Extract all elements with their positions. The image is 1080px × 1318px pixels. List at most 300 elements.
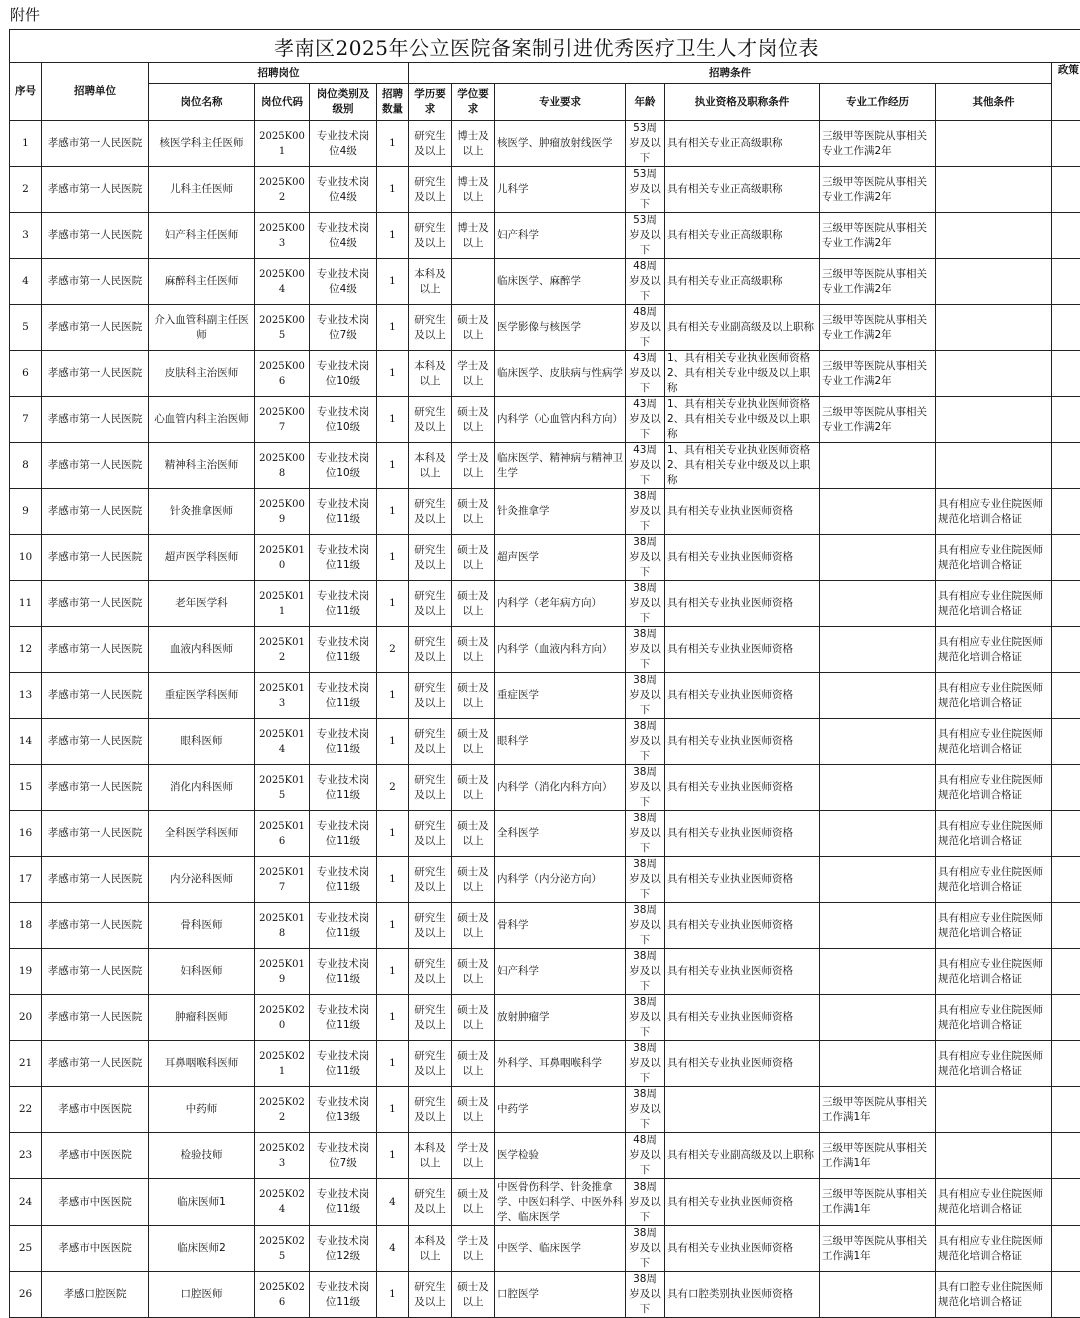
degree-cell bbox=[452, 259, 495, 305]
degree-cell: 硕士及以上 bbox=[452, 673, 495, 719]
position-type-cell: 专业技术岗位12级 bbox=[310, 1226, 377, 1272]
qualification-cell: 1、具有相关专业执业医师资格 2、具有相关专业中级及以上职称 bbox=[665, 397, 820, 443]
policy-cell bbox=[1052, 397, 1080, 443]
unit-cell: 孝感市第一人民医院 bbox=[42, 765, 149, 811]
education-cell: 研究生及以上 bbox=[409, 1087, 452, 1133]
degree-cell: 博士及以上 bbox=[452, 121, 495, 167]
other-cell bbox=[936, 259, 1052, 305]
experience-cell bbox=[820, 857, 936, 903]
age-cell: 38周岁及以下 bbox=[626, 1179, 665, 1226]
position-name-cell: 皮肤科主治医师 bbox=[149, 351, 255, 397]
position-type-cell: 专业技术岗位11级 bbox=[310, 1041, 377, 1087]
position-name-cell: 眼科医师 bbox=[149, 719, 255, 765]
position-code-cell: 2025K024 bbox=[255, 1179, 310, 1226]
count-cell: 1 bbox=[377, 259, 409, 305]
position-name-cell: 心血管内科主治医师 bbox=[149, 397, 255, 443]
age-cell: 38周岁及以下 bbox=[626, 857, 665, 903]
education-cell: 研究生及以上 bbox=[409, 857, 452, 903]
major-cell: 口腔医学 bbox=[495, 1272, 626, 1318]
age-cell: 38周岁及以下 bbox=[626, 765, 665, 811]
degree-cell: 硕士及以上 bbox=[452, 903, 495, 949]
seq-cell: 5 bbox=[10, 305, 42, 351]
header-group-conditions: 招聘条件 bbox=[409, 63, 1052, 84]
major-cell: 内科学（老年病方向） bbox=[495, 581, 626, 627]
degree-cell: 硕士及以上 bbox=[452, 995, 495, 1041]
position-type-cell: 专业技术岗位4级 bbox=[310, 259, 377, 305]
header-position-code: 岗位代码 bbox=[255, 84, 310, 121]
major-cell: 内科学（血液内科方向） bbox=[495, 627, 626, 673]
major-cell: 医学影像与核医学 bbox=[495, 305, 626, 351]
unit-cell: 孝感市第一人民医院 bbox=[42, 719, 149, 765]
unit-cell: 孝感市第一人民医院 bbox=[42, 903, 149, 949]
position-code-cell: 2025K017 bbox=[255, 857, 310, 903]
position-type-cell: 专业技术岗位11级 bbox=[310, 673, 377, 719]
qualification-cell: 具有相关专业正高级职称 bbox=[665, 259, 820, 305]
table-row bbox=[10, 949, 1080, 995]
major-cell: 外科学、耳鼻咽喉科学 bbox=[495, 1041, 626, 1087]
experience-cell bbox=[820, 995, 936, 1041]
qualification-cell: 具有相关专业执业医师资格 bbox=[665, 581, 820, 627]
position-type-cell: 专业技术岗位11级 bbox=[310, 1179, 377, 1226]
table-row bbox=[10, 857, 1080, 903]
education-cell: 研究生及以上 bbox=[409, 811, 452, 857]
header-count: 招聘数量 bbox=[377, 84, 409, 121]
seq-cell: 24 bbox=[10, 1179, 42, 1226]
position-code-cell: 2025K022 bbox=[255, 1087, 310, 1133]
seq-cell: 21 bbox=[10, 1041, 42, 1087]
other-cell: 具有相应专业住院医师规范化培训合格证 bbox=[936, 581, 1052, 627]
other-cell: 具有相应专业住院医师规范化培训合格证 bbox=[936, 1226, 1052, 1272]
position-name-cell: 麻醉科主任医师 bbox=[149, 259, 255, 305]
major-cell: 内科学（内分泌方向） bbox=[495, 857, 626, 903]
policy-cell bbox=[1052, 627, 1080, 673]
position-code-cell: 2025K018 bbox=[255, 903, 310, 949]
experience-cell bbox=[820, 1041, 936, 1087]
header-seq: 序号 bbox=[10, 63, 42, 121]
degree-cell: 学士及以上 bbox=[452, 1226, 495, 1272]
age-cell: 38周岁及以下 bbox=[626, 903, 665, 949]
position-code-cell: 2025K023 bbox=[255, 1133, 310, 1179]
position-code-cell: 2025K020 bbox=[255, 995, 310, 1041]
policy-cell bbox=[1052, 535, 1080, 581]
policy-cell bbox=[1052, 857, 1080, 903]
experience-cell bbox=[820, 673, 936, 719]
seq-cell: 9 bbox=[10, 489, 42, 535]
position-name-cell: 妇产科主任医师 bbox=[149, 213, 255, 259]
position-name-cell: 口腔医师 bbox=[149, 1272, 255, 1318]
position-name-cell: 核医学科主任医师 bbox=[149, 121, 255, 167]
policy-cell bbox=[1052, 1226, 1080, 1272]
position-type-cell: 专业技术岗位4级 bbox=[310, 121, 377, 167]
header-education: 学历要求 bbox=[409, 84, 452, 121]
education-cell: 本科及以上 bbox=[409, 443, 452, 489]
age-cell: 53周岁及以下 bbox=[626, 167, 665, 213]
position-name-cell: 全科医学科医师 bbox=[149, 811, 255, 857]
major-cell: 临床医学、皮肤病与性病学 bbox=[495, 351, 626, 397]
other-cell: 具有相应专业住院医师规范化培训合格证 bbox=[936, 811, 1052, 857]
qualification-cell: 具有相关专业执业医师资格 bbox=[665, 535, 820, 581]
qualification-cell bbox=[665, 1087, 820, 1133]
unit-cell: 孝感市第一人民医院 bbox=[42, 811, 149, 857]
count-cell: 4 bbox=[377, 1226, 409, 1272]
policy-cell bbox=[1052, 121, 1080, 167]
education-cell: 研究生及以上 bbox=[409, 1272, 452, 1318]
policy-cell bbox=[1052, 351, 1080, 397]
table-row bbox=[10, 167, 1080, 213]
position-code-cell: 2025K006 bbox=[255, 351, 310, 397]
education-cell: 研究生及以上 bbox=[409, 121, 452, 167]
policy-cell bbox=[1052, 443, 1080, 489]
experience-cell bbox=[820, 489, 936, 535]
education-cell: 研究生及以上 bbox=[409, 213, 452, 259]
policy-cell bbox=[1052, 1272, 1080, 1318]
position-type-cell: 专业技术岗位11级 bbox=[310, 627, 377, 673]
header-group-position: 招聘岗位 bbox=[149, 63, 409, 84]
degree-cell: 硕士及以上 bbox=[452, 1272, 495, 1318]
seq-cell: 11 bbox=[10, 581, 42, 627]
other-cell: 具有相应专业住院医师规范化培训合格证 bbox=[936, 995, 1052, 1041]
other-cell bbox=[936, 1087, 1052, 1133]
other-cell bbox=[936, 167, 1052, 213]
seq-cell: 20 bbox=[10, 995, 42, 1041]
table-row bbox=[10, 305, 1080, 351]
age-cell: 38周岁及以下 bbox=[626, 627, 665, 673]
seq-cell: 4 bbox=[10, 259, 42, 305]
degree-cell: 硕士及以上 bbox=[452, 811, 495, 857]
major-cell: 骨科学 bbox=[495, 903, 626, 949]
seq-cell: 25 bbox=[10, 1226, 42, 1272]
other-cell bbox=[936, 305, 1052, 351]
seq-cell: 18 bbox=[10, 903, 42, 949]
table-row bbox=[10, 719, 1080, 765]
qualification-cell: 具有相关专业执业医师资格 bbox=[665, 1226, 820, 1272]
qualification-cell: 具有相关专业执业医师资格 bbox=[665, 903, 820, 949]
unit-cell: 孝感市第一人民医院 bbox=[42, 673, 149, 719]
table-row bbox=[10, 765, 1080, 811]
qualification-cell: 具有相关专业副高级及以上职称 bbox=[665, 305, 820, 351]
qualification-cell: 具有相关专业正高级职称 bbox=[665, 121, 820, 167]
experience-cell: 三级甲等医院从事相关工作满1年 bbox=[820, 1226, 936, 1272]
unit-cell: 孝感市第一人民医院 bbox=[42, 489, 149, 535]
qualification-cell: 具有相关专业执业医师资格 bbox=[665, 857, 820, 903]
policy-cell bbox=[1052, 995, 1080, 1041]
count-cell: 1 bbox=[377, 213, 409, 259]
seq-cell: 22 bbox=[10, 1087, 42, 1133]
qualification-cell: 1、具有相关专业执业医师资格 2、具有相关专业中级及以上职称 bbox=[665, 351, 820, 397]
education-cell: 研究生及以上 bbox=[409, 995, 452, 1041]
position-type-cell: 专业技术岗位11级 bbox=[310, 765, 377, 811]
position-name-cell: 临床医师2 bbox=[149, 1226, 255, 1272]
seq-cell: 16 bbox=[10, 811, 42, 857]
seq-cell: 7 bbox=[10, 397, 42, 443]
position-code-cell: 2025K002 bbox=[255, 167, 310, 213]
qualification-cell: 具有相关专业执业医师资格 bbox=[665, 995, 820, 1041]
age-cell: 48周岁及以下 bbox=[626, 305, 665, 351]
degree-cell: 硕士及以上 bbox=[452, 719, 495, 765]
unit-cell: 孝感市第一人民医院 bbox=[42, 995, 149, 1041]
position-code-cell: 2025K003 bbox=[255, 213, 310, 259]
unit-cell: 孝感市第一人民医院 bbox=[42, 1041, 149, 1087]
unit-cell: 孝感市第一人民医院 bbox=[42, 351, 149, 397]
experience-cell: 三级甲等医院从事相关工作满1年 bbox=[820, 1133, 936, 1179]
experience-cell: 三级甲等医院从事相关专业工作满2年 bbox=[820, 213, 936, 259]
education-cell: 研究生及以上 bbox=[409, 1041, 452, 1087]
count-cell: 1 bbox=[377, 1133, 409, 1179]
table-row bbox=[10, 673, 1080, 719]
age-cell: 38周岁及以下 bbox=[626, 535, 665, 581]
qualification-cell: 具有相关专业执业医师资格 bbox=[665, 489, 820, 535]
table-row bbox=[10, 489, 1080, 535]
position-type-cell: 专业技术岗位11级 bbox=[310, 903, 377, 949]
seq-cell: 1 bbox=[10, 121, 42, 167]
unit-cell: 孝感市第一人民医院 bbox=[42, 397, 149, 443]
unit-cell: 孝感市中医医院 bbox=[42, 1226, 149, 1272]
position-type-cell: 专业技术岗位7级 bbox=[310, 305, 377, 351]
qualification-cell: 具有相关专业执业医师资格 bbox=[665, 673, 820, 719]
position-type-cell: 专业技术岗位4级 bbox=[310, 167, 377, 213]
degree-cell: 学士及以上 bbox=[452, 1133, 495, 1179]
policy-cell bbox=[1052, 259, 1080, 305]
positions-table bbox=[9, 62, 1080, 1318]
policy-cell bbox=[1052, 903, 1080, 949]
unit-cell: 孝感市第一人民医院 bbox=[42, 167, 149, 213]
age-cell: 48周岁及以下 bbox=[626, 259, 665, 305]
experience-cell bbox=[820, 903, 936, 949]
degree-cell: 博士及以上 bbox=[452, 167, 495, 213]
experience-cell: 三级甲等医院从事相关工作满1年 bbox=[820, 1087, 936, 1133]
unit-cell: 孝感口腔医院 bbox=[42, 1272, 149, 1318]
count-cell: 4 bbox=[377, 1179, 409, 1226]
position-name-cell: 精神科主治医师 bbox=[149, 443, 255, 489]
degree-cell: 硕士及以上 bbox=[452, 1041, 495, 1087]
qualification-cell: 具有相关专业执业医师资格 bbox=[665, 1179, 820, 1226]
other-cell: 具有相应专业住院医师规范化培训合格证 bbox=[936, 1179, 1052, 1226]
major-cell: 妇产科学 bbox=[495, 213, 626, 259]
qualification-cell: 具有相关专业执业医师资格 bbox=[665, 765, 820, 811]
major-cell: 放射肿瘤学 bbox=[495, 995, 626, 1041]
position-type-cell: 专业技术岗位11级 bbox=[310, 995, 377, 1041]
position-code-cell: 2025K014 bbox=[255, 719, 310, 765]
position-code-cell: 2025K008 bbox=[255, 443, 310, 489]
policy-cell bbox=[1052, 1133, 1080, 1179]
count-cell: 1 bbox=[377, 811, 409, 857]
table-row bbox=[10, 213, 1080, 259]
position-code-cell: 2025K015 bbox=[255, 765, 310, 811]
policy-cell bbox=[1052, 765, 1080, 811]
experience-cell: 三级甲等医院从事相关专业工作满2年 bbox=[820, 259, 936, 305]
education-cell: 研究生及以上 bbox=[409, 765, 452, 811]
table-row bbox=[10, 1179, 1080, 1226]
experience-cell: 三级甲等医院从事相关工作满1年 bbox=[820, 1179, 936, 1226]
major-cell: 中医学、临床医学 bbox=[495, 1226, 626, 1272]
position-type-cell: 专业技术岗位10级 bbox=[310, 443, 377, 489]
degree-cell: 硕士及以上 bbox=[452, 949, 495, 995]
education-cell: 研究生及以上 bbox=[409, 489, 452, 535]
seq-cell: 2 bbox=[10, 167, 42, 213]
count-cell: 1 bbox=[377, 995, 409, 1041]
degree-cell: 硕士及以上 bbox=[452, 857, 495, 903]
policy-cell bbox=[1052, 673, 1080, 719]
policy-cell bbox=[1052, 811, 1080, 857]
position-name-cell: 妇科医师 bbox=[149, 949, 255, 995]
position-code-cell: 2025K013 bbox=[255, 673, 310, 719]
count-cell: 1 bbox=[377, 121, 409, 167]
unit-cell: 孝感市第一人民医院 bbox=[42, 627, 149, 673]
age-cell: 38周岁及以下 bbox=[626, 719, 665, 765]
position-name-cell: 消化内科医师 bbox=[149, 765, 255, 811]
policy-cell bbox=[1052, 581, 1080, 627]
position-name-cell: 临床医师1 bbox=[149, 1179, 255, 1226]
major-cell: 针灸推拿学 bbox=[495, 489, 626, 535]
seq-cell: 23 bbox=[10, 1133, 42, 1179]
position-code-cell: 2025K005 bbox=[255, 305, 310, 351]
policy-cell bbox=[1052, 167, 1080, 213]
position-code-cell: 2025K004 bbox=[255, 259, 310, 305]
position-type-cell: 专业技术岗位10级 bbox=[310, 351, 377, 397]
unit-cell: 孝感市第一人民医院 bbox=[42, 949, 149, 995]
degree-cell: 博士及以上 bbox=[452, 213, 495, 259]
degree-cell: 学士及以上 bbox=[452, 351, 495, 397]
table-row bbox=[10, 351, 1080, 397]
seq-cell: 8 bbox=[10, 443, 42, 489]
header-qualification: 执业资格及职称条件 bbox=[665, 84, 820, 121]
major-cell: 临床医学、精神病与精神卫生学 bbox=[495, 443, 626, 489]
count-cell: 1 bbox=[377, 1041, 409, 1087]
position-code-cell: 2025K025 bbox=[255, 1226, 310, 1272]
major-cell: 内科学（消化内科方向） bbox=[495, 765, 626, 811]
other-cell bbox=[936, 397, 1052, 443]
policy-cell bbox=[1052, 1087, 1080, 1133]
table-row bbox=[10, 121, 1080, 167]
experience-cell: 三级甲等医院从事相关专业工作满2年 bbox=[820, 397, 936, 443]
experience-cell bbox=[820, 627, 936, 673]
qualification-cell: 具有口腔类别执业医师资格 bbox=[665, 1272, 820, 1318]
unit-cell: 孝感市第一人民医院 bbox=[42, 857, 149, 903]
seq-cell: 3 bbox=[10, 213, 42, 259]
experience-cell bbox=[820, 811, 936, 857]
unit-cell: 孝感市第一人民医院 bbox=[42, 121, 149, 167]
age-cell: 43周岁及以下 bbox=[626, 397, 665, 443]
position-type-cell: 专业技术岗位10级 bbox=[310, 397, 377, 443]
position-name-cell: 骨科医师 bbox=[149, 903, 255, 949]
position-code-cell: 2025K012 bbox=[255, 627, 310, 673]
experience-cell bbox=[820, 535, 936, 581]
table-row bbox=[10, 1087, 1080, 1133]
major-cell: 全科医学 bbox=[495, 811, 626, 857]
degree-cell: 学士及以上 bbox=[452, 443, 495, 489]
age-cell: 38周岁及以下 bbox=[626, 581, 665, 627]
age-cell: 53周岁及以下 bbox=[626, 121, 665, 167]
header-position-name: 岗位名称 bbox=[149, 84, 255, 121]
other-cell: 具有口腔专业住院医师规范化培训合格证 bbox=[936, 1272, 1052, 1318]
seq-cell: 13 bbox=[10, 673, 42, 719]
age-cell: 48周岁及以下 bbox=[626, 1133, 665, 1179]
major-cell: 中医骨伤科学、针灸推拿学、中医妇科学、中医外科学、临床医学 bbox=[495, 1179, 626, 1226]
experience-cell: 三级甲等医院从事相关专业工作满2年 bbox=[820, 305, 936, 351]
degree-cell: 硕士及以上 bbox=[452, 765, 495, 811]
count-cell: 1 bbox=[377, 719, 409, 765]
seq-cell: 26 bbox=[10, 1272, 42, 1318]
major-cell: 妇产科学 bbox=[495, 949, 626, 995]
qualification-cell: 1、具有相关专业执业医师资格 2、具有相关专业中级及以上职称 bbox=[665, 443, 820, 489]
header-degree: 学位要求 bbox=[452, 84, 495, 121]
seq-cell: 14 bbox=[10, 719, 42, 765]
age-cell: 38周岁及以下 bbox=[626, 1226, 665, 1272]
position-name-cell: 血液内科医师 bbox=[149, 627, 255, 673]
position-name-cell: 耳鼻咽喉科医师 bbox=[149, 1041, 255, 1087]
education-cell: 研究生及以上 bbox=[409, 581, 452, 627]
count-cell: 1 bbox=[377, 581, 409, 627]
age-cell: 43周岁及以下 bbox=[626, 443, 665, 489]
policy-cell bbox=[1052, 305, 1080, 351]
major-cell: 核医学、肿瘤放射线医学 bbox=[495, 121, 626, 167]
education-cell: 研究生及以上 bbox=[409, 535, 452, 581]
other-cell: 具有相应专业住院医师规范化培训合格证 bbox=[936, 857, 1052, 903]
experience-cell bbox=[820, 581, 936, 627]
position-type-cell: 专业技术岗位11级 bbox=[310, 811, 377, 857]
age-cell: 38周岁及以下 bbox=[626, 1272, 665, 1318]
age-cell: 38周岁及以下 bbox=[626, 949, 665, 995]
table-row bbox=[10, 535, 1080, 581]
other-cell bbox=[936, 443, 1052, 489]
other-cell bbox=[936, 351, 1052, 397]
position-type-cell: 专业技术岗位11级 bbox=[310, 1272, 377, 1318]
table-row bbox=[10, 995, 1080, 1041]
position-type-cell: 专业技术岗位11级 bbox=[310, 857, 377, 903]
count-cell: 1 bbox=[377, 857, 409, 903]
position-code-cell: 2025K026 bbox=[255, 1272, 310, 1318]
major-cell: 超声医学 bbox=[495, 535, 626, 581]
count-cell: 1 bbox=[377, 903, 409, 949]
education-cell: 研究生及以上 bbox=[409, 903, 452, 949]
age-cell: 38周岁及以下 bbox=[626, 995, 665, 1041]
count-cell: 2 bbox=[377, 765, 409, 811]
experience-cell bbox=[820, 719, 936, 765]
unit-cell: 孝感市第一人民医院 bbox=[42, 443, 149, 489]
qualification-cell: 具有相关专业副高级及以上职称 bbox=[665, 1133, 820, 1179]
table-title: 孝南区2025年公立医院备案制引进优秀医疗卫生人才岗位表 bbox=[9, 29, 1080, 62]
table-row bbox=[10, 811, 1080, 857]
experience-cell bbox=[820, 1272, 936, 1318]
position-type-cell: 专业技术岗位7级 bbox=[310, 1133, 377, 1179]
other-cell: 具有相应专业住院医师规范化培训合格证 bbox=[936, 719, 1052, 765]
major-cell: 眼科学 bbox=[495, 719, 626, 765]
table-row bbox=[10, 1226, 1080, 1272]
education-cell: 研究生及以上 bbox=[409, 719, 452, 765]
position-code-cell: 2025K001 bbox=[255, 121, 310, 167]
position-type-cell: 专业技术岗位13级 bbox=[310, 1087, 377, 1133]
seq-cell: 15 bbox=[10, 765, 42, 811]
other-cell: 具有相应专业住院医师规范化培训合格证 bbox=[936, 903, 1052, 949]
position-code-cell: 2025K019 bbox=[255, 949, 310, 995]
header-unit: 招聘单位 bbox=[42, 63, 149, 121]
education-cell: 研究生及以上 bbox=[409, 397, 452, 443]
position-type-cell: 专业技术岗位11级 bbox=[310, 581, 377, 627]
unit-cell: 孝感市第一人民医院 bbox=[42, 213, 149, 259]
policy-cell bbox=[1052, 719, 1080, 765]
position-name-cell: 重症医学科医师 bbox=[149, 673, 255, 719]
age-cell: 38周岁及以下 bbox=[626, 673, 665, 719]
major-cell: 中药学 bbox=[495, 1087, 626, 1133]
seq-cell: 17 bbox=[10, 857, 42, 903]
degree-cell: 硕士及以上 bbox=[452, 627, 495, 673]
position-code-cell: 2025K011 bbox=[255, 581, 310, 627]
position-name-cell: 肿瘤科医师 bbox=[149, 995, 255, 1041]
position-name-cell: 超声医学科医师 bbox=[149, 535, 255, 581]
experience-cell: 三级甲等医院从事相关专业工作满2年 bbox=[820, 351, 936, 397]
other-cell: 具有相应专业住院医师规范化培训合格证 bbox=[936, 765, 1052, 811]
position-code-cell: 2025K021 bbox=[255, 1041, 310, 1087]
